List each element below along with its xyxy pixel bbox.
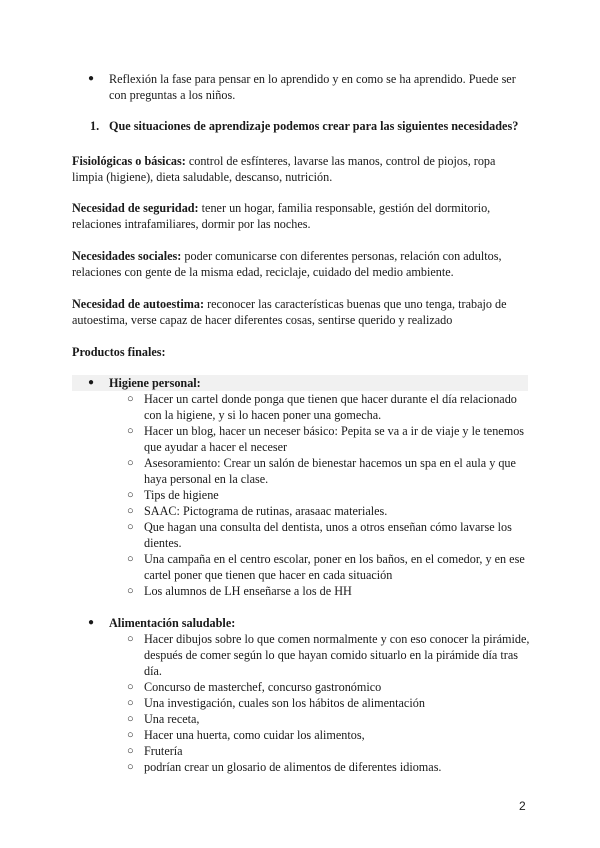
list-item: ○ Que hagan una consulta del dentista, unos a otros enseñan cómo lavarse los dientes. [127, 520, 512, 550]
need-text: tener un hogar, familia responsable, gestión del dormitorio, relaciones intrafamiliares, dormir por las noches. [72, 201, 491, 231]
bullet-icon: ● [88, 377, 95, 388]
circle-bullet-icon: ○ [127, 521, 134, 533]
list-item: ○ Concurso de masterchef, concurso gastronómico [127, 680, 382, 694]
bullet-icon: ● [88, 73, 95, 84]
need-paragraph [72, 248, 528, 280]
need-text: reconocer las características buenas que uno tenga, trabajo de autoestima, verse capaz de hacer diferentes cosas, sentirse querido y realizado [72, 297, 507, 327]
circle-bullet-icon: ○ [127, 633, 134, 645]
section-heading [72, 615, 532, 631]
list-item: ○ Hacer un blog, hacer un neceser básico: Pepita se va a ir de viaje y le tenemos que ayudar a hacer el neceser [127, 424, 525, 454]
list-item: ○ SAAC: Pictograma de rutinas, arasaac materiales. [127, 504, 388, 518]
product-section [72, 375, 532, 599]
need-label: Necesidades sociales: [72, 249, 182, 263]
need-label: Fisiológicas o básicas: [72, 154, 186, 168]
need-text: control de esfínteres, lavarse las manos, control de piojos, ropa limpia (higiene), dieta saludable, descanso, nutrición. [72, 154, 496, 184]
circle-bullet-icon: ○ [127, 681, 134, 693]
need-paragraph [72, 296, 528, 328]
list-item: ○ Una receta, [127, 712, 200, 726]
list-item: ○ Asesoramiento: Crear un salón de bienestar hacemos un spa en el aula y que haya personal en la clase. [127, 456, 516, 486]
list-item: ○ Frutería [127, 744, 183, 758]
circle-bullet-icon: ○ [127, 553, 134, 565]
list-item: ○ Una campaña en el centro escolar, poner en los baños, en el comedor, y en ese cartel poner que tienen que hacer en cada situación [127, 552, 525, 582]
list-item: ○ Una investigación, cuales son los hábitos de alimentación [127, 696, 425, 710]
section-title: Higiene personal: [109, 376, 201, 390]
section-heading [72, 375, 528, 391]
need-label: Necesidad de autoestima: [72, 297, 205, 311]
circle-bullet-icon: ○ [127, 729, 134, 741]
bullet-icon: ● [88, 617, 95, 628]
list-item: ○ Tips de higiene [127, 488, 219, 502]
list-item: ○ podrían crear un glosario de alimentos de diferentes idiomas. [127, 760, 442, 774]
question-number: 1. [90, 119, 100, 133]
page-number: 2 [519, 799, 526, 813]
circle-bullet-icon: ○ [127, 393, 134, 405]
intro-bullet-text: Reflexión la fase para pensar en lo aprendido y en como se ha aprendido. Puede ser con preguntas a los niños. [109, 72, 516, 102]
circle-bullet-icon: ○ [127, 505, 134, 517]
circle-bullet-icon: ○ [127, 713, 134, 725]
list-item: ○ Hacer un cartel donde ponga que tienen que hacer durante el día relacionado con la higiene, y si lo hacen poner una gomecha. [127, 392, 517, 422]
product-section [72, 615, 532, 775]
circle-bullet-icon: ○ [127, 745, 134, 757]
section-item-list [72, 631, 532, 775]
circle-bullet-icon: ○ [127, 489, 134, 501]
circle-bullet-icon: ○ [127, 585, 134, 597]
circle-bullet-icon: ○ [127, 761, 134, 773]
circle-bullet-icon: ○ [127, 457, 134, 469]
need-paragraph [72, 153, 528, 185]
list-item: ○ Hacer una huerta, como cuidar los alimentos, [127, 728, 365, 742]
circle-bullet-icon: ○ [127, 425, 134, 437]
list-item: ○ Los alumnos de LH enseñarse a los de HH [127, 584, 352, 598]
need-paragraph [72, 200, 528, 232]
section-item-list [72, 391, 532, 599]
circle-bullet-icon: ○ [127, 697, 134, 709]
section-title: Alimentación saludable: [109, 616, 236, 630]
question-text: Que situaciones de aprendizaje podemos crear para las siguientes necesidades? [109, 119, 519, 133]
products-heading: Productos finales: [72, 345, 166, 359]
list-item: ○ Hacer dibujos sobre lo que comen normalmente y con eso conocer la pirámide, después de comer según lo que hayan comido situarlo en la pirámide día tras día. [127, 632, 530, 678]
need-text: poder comunicarse con diferentes personas, relación con adultos, relaciones con gente de la misma edad, reciclaje, cuidado del medio ambiente. [72, 249, 502, 279]
need-label: Necesidad de seguridad: [72, 201, 199, 215]
